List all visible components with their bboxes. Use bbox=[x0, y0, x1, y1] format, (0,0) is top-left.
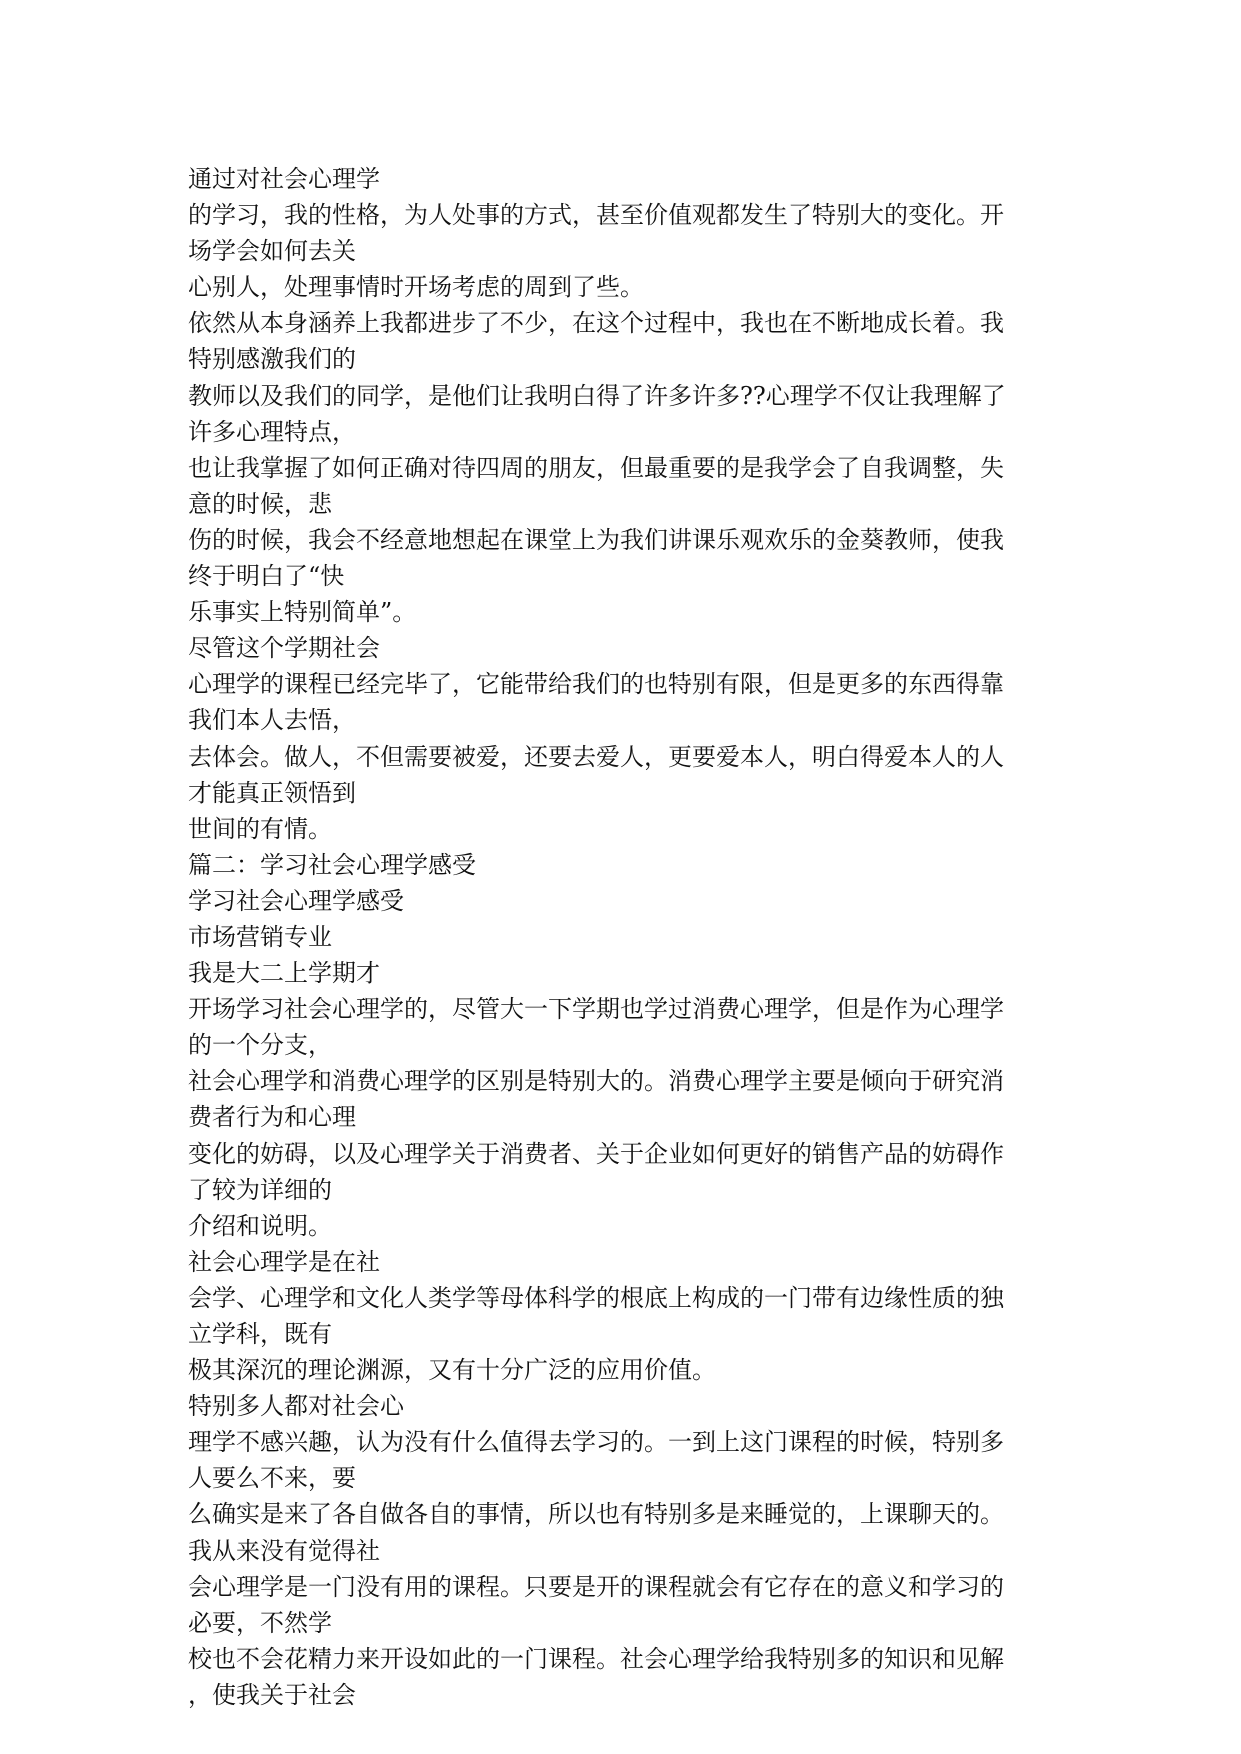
text-line: 意的时候，悲 bbox=[188, 489, 332, 518]
text-line: 极其深沉的理论渊源，又有十分广泛的应用价值。 bbox=[188, 1356, 716, 1385]
text-line: ，使我关于社会 bbox=[188, 1680, 356, 1709]
text-line: 许多心理特点， bbox=[188, 417, 356, 446]
text-line: 理学不感兴趣，认为没有什么值得去学习的。一到上这门课程的时候，特别多 bbox=[188, 1428, 1004, 1457]
text-line: 特别多人都对社会心 bbox=[188, 1392, 404, 1421]
text-line: 社会心理学和消费心理学的区别是特别大的。消费心理学主要是倾向于研究消 bbox=[188, 1067, 1004, 1096]
text-line: 会学、心理学和文化人类学等母体科学的根底上构成的一门带有边缘性质的独 bbox=[188, 1283, 1004, 1312]
text-line: 立学科，既有 bbox=[188, 1320, 332, 1348]
text-line: 教师以及我们的同学，是他们让我明白得了许多许多??心理学不仅让我理解了 bbox=[188, 381, 1006, 410]
section-heading: 篇二：学习社会心理学感受 bbox=[188, 850, 476, 879]
text-line: 心别人，处理事情时开场考虑的周到了些。 bbox=[188, 273, 644, 302]
text-line: 伤的时候，我会不经意地想起在课堂上为我们讲课乐观欢乐的金葵教师，使我 bbox=[188, 525, 1004, 554]
article-title: 学习社会心理学感受 bbox=[188, 886, 404, 915]
text-line: 人要么不来，要 bbox=[188, 1464, 356, 1493]
text-line: 校也不会花精力来开设如此的一门课程。社会心理学给我特别多的知识和见解 bbox=[188, 1644, 1004, 1673]
text-line: 尽管这个学期社会 bbox=[188, 634, 380, 663]
text-line: 社会心理学是在社 bbox=[188, 1247, 380, 1276]
text-line: 变化的妨碍，以及心理学关于消费者、关于企业如何更好的销售产品的妨碍作 bbox=[188, 1139, 1004, 1168]
text-line: 心理学的课程已经完毕了，它能带给我们的也特别有限，但是更多的东西得靠 bbox=[188, 670, 1004, 699]
text-line: 费者行为和心理 bbox=[188, 1103, 356, 1132]
text-line: 我从来没有觉得社 bbox=[188, 1536, 380, 1565]
text-line: 的学习，我的性格，为人处事的方式，甚至价值观都发生了特别大的变化。开 bbox=[188, 201, 1004, 230]
text-line: 依然从本身涵养上我都进步了不少，在这个过程中，我也在不断地成长着。我 bbox=[188, 309, 1004, 338]
text-line: 特别感激我们的 bbox=[188, 345, 356, 374]
text-line: 去体会。做人，不但需要被爱，还要去爱人，更要爱本人，明白得爱本人的人 bbox=[188, 742, 1004, 771]
text-line: 场学会如何去关 bbox=[188, 237, 356, 266]
text-line: 介绍和说明。 bbox=[188, 1211, 332, 1240]
text-line: 么确实是来了各自做各自的事情，所以也有特别多是来睡觉的，上课聊天的。 bbox=[188, 1500, 1004, 1529]
text-line: 终于明白了“快 bbox=[188, 562, 345, 591]
text-line: 才能真正领悟到 bbox=[188, 778, 356, 807]
text-line: 通过对社会心理学 bbox=[188, 165, 380, 193]
text-line: 的一个分支， bbox=[188, 1031, 332, 1060]
text-line: 会心理学是一门没有用的课程。只要是开的课程就会有它存在的意义和学习的 bbox=[188, 1572, 1004, 1601]
text-line: 了较为详细的 bbox=[188, 1175, 332, 1204]
text-line: 我是大二上学期才 bbox=[188, 959, 380, 988]
text-line: 世间的有情。 bbox=[188, 814, 332, 843]
text-line: 也让我掌握了如何正确对待四周的朋友，但最重要的是我学会了自我调整，失 bbox=[188, 453, 1004, 482]
author-major: 市场营销专业 bbox=[188, 922, 332, 951]
text-line: 开场学习社会心理学的，尽管大一下学期也学过消费心理学，但是作为心理学 bbox=[188, 995, 1004, 1024]
text-line: 必要，不然学 bbox=[188, 1608, 332, 1637]
document-body bbox=[188, 161, 1058, 1713]
text-line: 乐事实上特别简单”。 bbox=[188, 598, 417, 627]
text-line: 我们本人去悟， bbox=[188, 706, 356, 735]
